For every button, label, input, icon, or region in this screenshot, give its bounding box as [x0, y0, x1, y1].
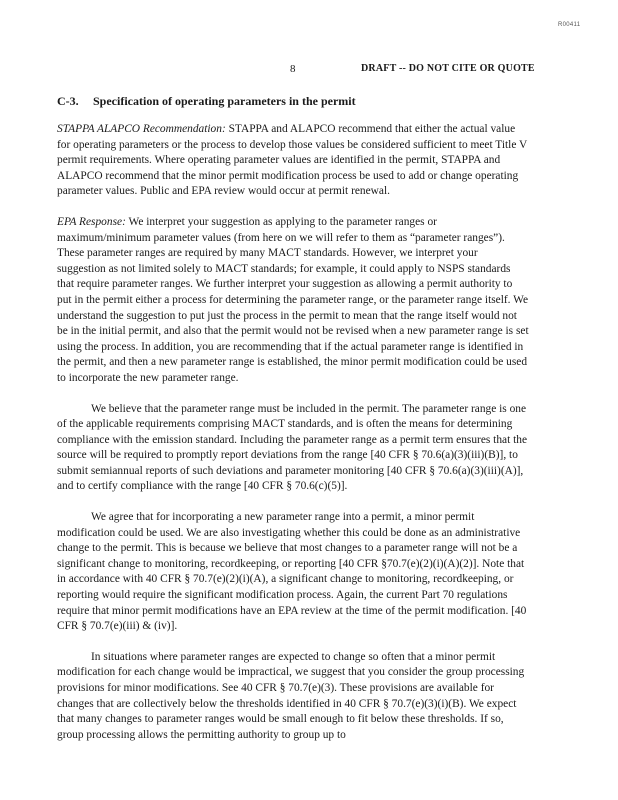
- body-paragraph: In situations where parameter ranges are expected to change so often that a minor permit modification for each change would be impractical, we suggest that you consider the group processing provisions for minor modifications. See 40 CFR § 70.7(e)(3). These provisions are available for changes that are collectively below the thresholds identified in 40 CFR § 70.7(e)(3)(i)(B). We expect that many changes to parameter ranges would be small enough to fit below these thresholds. If so, group processing allows the permitting authority to group up to: [57, 650, 525, 741]
- recommendation-label: STAPPA ALAPCO Recommendation:: [57, 123, 226, 135]
- response-text: We interpret your suggestion as applying to the parameter ranges or maximum/minimum parameter values (from here on we will refer to them as “parameter ranges”). These parameter ranges are required by many MACT standards. However, we interpret your suggestion as not limited solely to MACT standards; for example, it could apply to NSPS standards that require parameter ranges. We further interpret your suggestion as allowing a permit authority to put in the permit either a process for determining the parameter range, or the parameter range itself. We understand the suggestion to put just the process in the permit to mean that the range itself would not be in the initial permit, and also that the permit would not be revised when a new parameter range is set using the process. In addition, you are recommending that if the actual parameter range is identified in the permit, and then a new parameter range is established, the minor permit modification could be used to incorporate the new parameter range.: [57, 215, 529, 384]
- body-text: [57, 122, 529, 758]
- response-paragraph: [57, 215, 529, 387]
- recommendation-text: STAPPA and ALAPCO recommend that either the actual value for operating parameters or the process to develop those values be considered sufficient to meet Title V permit requirements. Where operating parameter values are identified in the permit, STAPPA and ALAPCO recommend that the minor permit modification process be used to add or change operating parameter values. Public and EPA review would occur at permit renewal.: [57, 123, 528, 198]
- document-stamp: R00411: [558, 22, 581, 28]
- section-number: C-3.: [57, 94, 79, 108]
- recommendation-paragraph: [57, 122, 529, 200]
- body-paragraph: We believe that the parameter range must be included in the permit. The parameter range is one of the applicable requirements comprising MACT standards, and is often the means for determining compliance with the emission standard. Including the parameter range as a permit term ensures that the source will be required to promptly report deviations from the range [40 CFR § 70.6(a)(3)(iii)(B)], to submit semiannual reports of such deviations and parameter monitoring [40 CFR § 70.6(a)(3)(iii)(A)], and to certify compliance with the range [40 CFR § 70.6(c)(5)].: [57, 402, 528, 493]
- body-paragraph: We agree that for incorporating a new parameter range into a permit, a minor permit modification could be used. We are also investigating whether this could be done as an administrative change to the permit. This is because we believe that most changes to a parameter range will not be a significant change to monitoring, recordkeeping, or reporting [40 CFR §70.7(e)(2)(i)(A)(2)]. Note that in accordance with 40 CFR § 70.7(e)(2)(i)(A), a significant change to monitoring, recordkeeping, or reporting would require the significant modification process. Again, the current Part 70 regulations require that minor permit modifications have an EPA review at the time of the permit modification. [40 CFR § 70.7(e)(iii) & (iv)].: [57, 511, 527, 633]
- section-title: Specification of operating parameters in the permit: [93, 94, 356, 108]
- draft-notice: DRAFT -- DO NOT CITE OR QUOTE: [361, 63, 535, 74]
- page-number: 8: [290, 63, 296, 75]
- page-header: [0, 63, 618, 79]
- response-label: EPA Response:: [57, 215, 126, 228]
- section-heading: [57, 94, 356, 109]
